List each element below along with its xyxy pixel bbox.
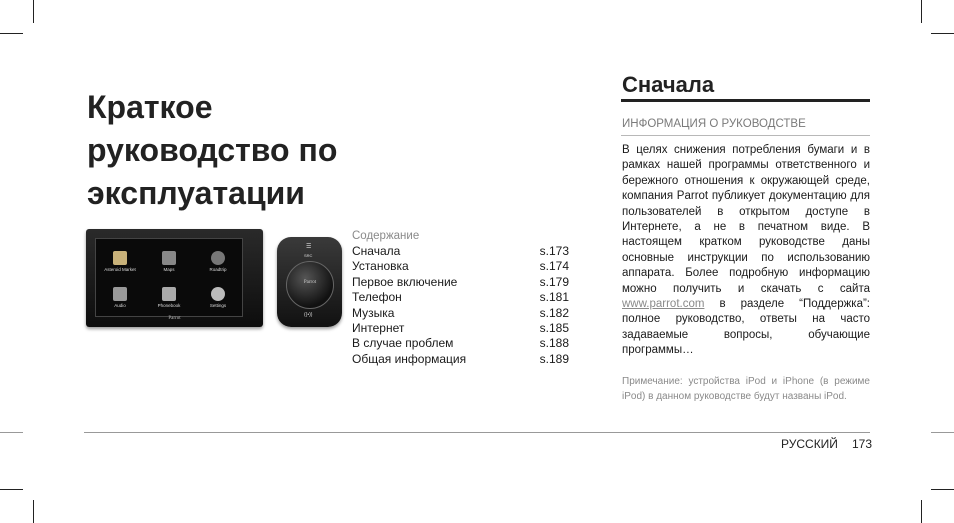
toc-item-page: s.173 [539, 244, 569, 258]
subtitle-divider [621, 135, 870, 136]
app-label: Maps [163, 267, 175, 272]
device-brand: Parrot [168, 316, 181, 321]
toc-heading: Содержание [352, 230, 420, 242]
toc-item [352, 321, 569, 336]
section-title: Сначала [622, 72, 715, 97]
section-subtitle: ИНФОРМАЦИЯ О РУКОВОДСТВЕ [622, 118, 806, 130]
footer-divider [84, 432, 870, 433]
section-divider [621, 99, 870, 102]
toc-item-page: s.181 [539, 290, 569, 305]
toc-item-label: Телефон [352, 290, 402, 305]
page-title [87, 86, 417, 215]
app-label: Settings [209, 303, 227, 308]
menu-icon: ☰ [306, 244, 312, 250]
toc-item-page: s.188 [539, 336, 569, 351]
crop-mark [0, 33, 23, 34]
crop-mark [931, 33, 954, 34]
toc-item-label: Установка [352, 259, 409, 274]
toc-item-page: s.179 [539, 274, 569, 289]
toc-item [352, 352, 569, 367]
toc-item [352, 290, 569, 305]
table-of-contents [352, 228, 569, 367]
app-roadtrip [194, 251, 242, 272]
side-mark [931, 432, 954, 433]
footer-language: РУССКИЙ [781, 437, 838, 451]
gear-icon [211, 287, 225, 301]
toc-item-page: s.189 [539, 351, 569, 366]
body-text-start: В целях снижения потребления бумаги и в рамках нашей программы ответственного и бережного отношения к окружающей среде, компания Parrot публикует документацию для пользователей в открытом доступе в Интернете, а не в печатном виде. В настоящем кратком руководстве даны основные инструкции по использованию аппарата. Более подробную информацию можно получить и скачать с сайта [622, 144, 870, 295]
crop-mark [33, 0, 34, 23]
toc-item-page: s.174 [539, 259, 569, 274]
body-text-end: в разделе “Поддержка”: полное руководство, ответы на часто задаваемые вопросы, обучающие программы… [622, 298, 870, 357]
market-icon [113, 251, 127, 265]
app-asteroid-market [96, 251, 144, 272]
app-audio [96, 287, 144, 308]
toc-item-label: Первое включение [352, 274, 458, 289]
app-phonebook [145, 287, 193, 308]
device-screen-image [86, 229, 263, 327]
toc-item-label: В случае проблем [352, 336, 454, 351]
toc-item [352, 336, 569, 351]
toc-item-label: Общая информация [352, 351, 467, 366]
note-text: Примечание: устройства iPod и iPhone (в режиме iPod) в данном руководстве будут названы iPod. [622, 376, 870, 403]
title-line: эксплуатации [87, 175, 305, 211]
app-label: Phonebook [157, 303, 181, 308]
rotary-knob [286, 261, 334, 309]
toc-item-page: s.182 [539, 305, 569, 320]
equalizer-icon [113, 287, 127, 301]
app-label: Roadtrip [209, 267, 227, 272]
src-label: SRC [304, 253, 313, 258]
map-icon [162, 251, 176, 265]
remote-control-image [277, 237, 342, 327]
crop-mark [33, 500, 34, 523]
title-line: руководство по [87, 132, 338, 168]
app-label: Audio [114, 303, 126, 308]
crop-mark [931, 489, 954, 490]
toc-item-label: Музыка [352, 305, 395, 320]
website-link[interactable]: www.parrot.com [622, 298, 705, 311]
app-settings [194, 287, 242, 308]
crop-mark [0, 489, 23, 490]
toc-item [352, 259, 569, 274]
crop-mark [921, 0, 922, 23]
camera-icon [211, 251, 225, 265]
side-mark [0, 432, 23, 433]
section-body [622, 143, 870, 359]
app-maps [145, 251, 193, 272]
crop-mark [921, 500, 922, 523]
page-number: 173 [852, 437, 873, 451]
title-line: Краткое [87, 89, 213, 125]
remote-brand: Parrot [303, 280, 317, 285]
phonebook-icon [162, 287, 176, 301]
toc-item-page: s.185 [539, 321, 569, 336]
toc-item-label: Сначала [352, 244, 401, 258]
voice-icon: ((•)) [304, 312, 313, 318]
toc-item-label: Интернет [352, 321, 405, 336]
toc-item [352, 306, 569, 321]
toc-item [352, 244, 569, 259]
toc-item [352, 275, 569, 290]
device-display [95, 238, 243, 317]
app-label: Asteroid Market [104, 267, 136, 272]
